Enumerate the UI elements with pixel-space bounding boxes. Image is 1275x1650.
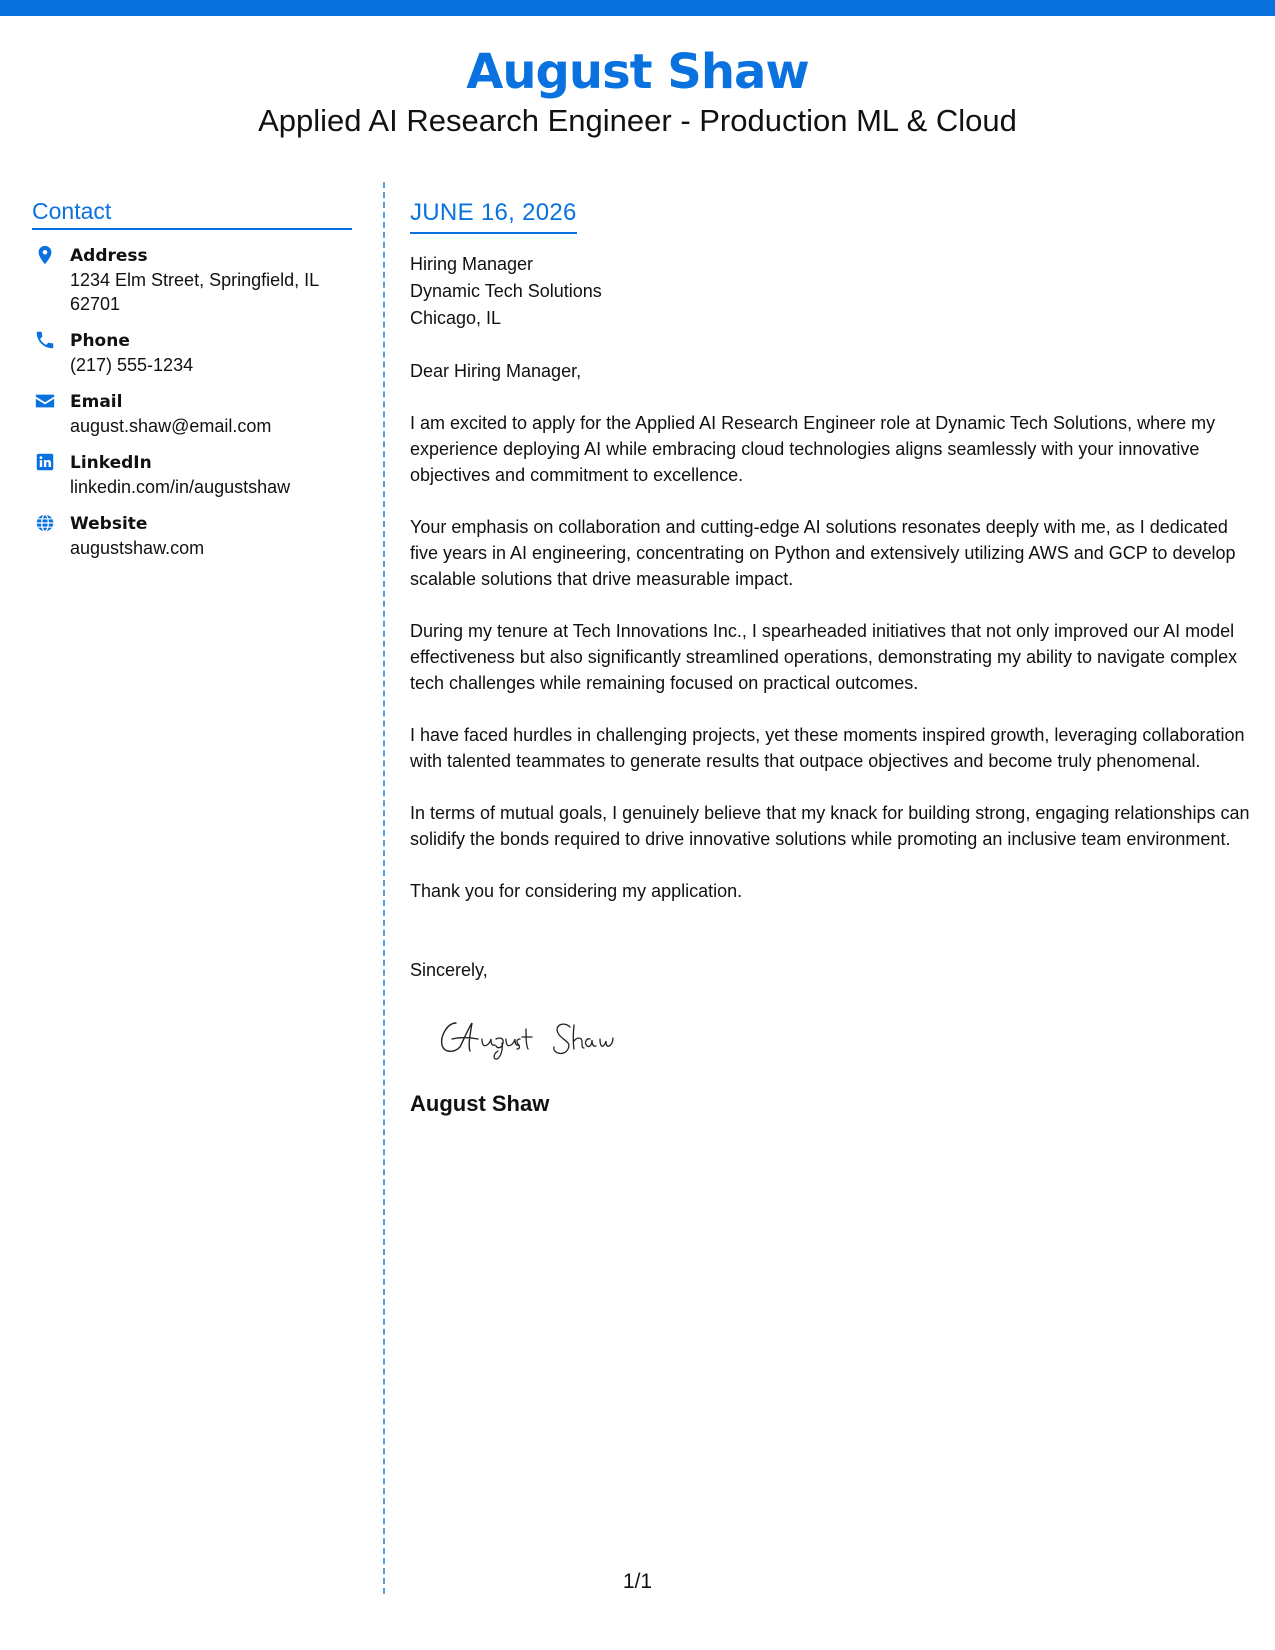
signer-name: August Shaw bbox=[410, 1091, 550, 1116]
recipient-line: Dynamic Tech Solutions bbox=[410, 281, 602, 301]
recipient-line: Hiring Manager bbox=[410, 254, 534, 274]
website-label: Website bbox=[70, 514, 148, 534]
address-label: Address bbox=[70, 246, 148, 266]
letter-body bbox=[410, 196, 1250, 1118]
email-label: Email bbox=[70, 392, 123, 412]
contact-email bbox=[32, 390, 352, 438]
body-paragraph: Your emphasis on collaboration and cutting-edge AI solutions resonates deeply with me, as I dedicated five years in AI engineering, concentrating on Python and extensively utilizing AWS and GCP to develop scalable solutions that drive measurable impact. bbox=[410, 517, 1236, 589]
greeting: Dear Hiring Manager, bbox=[410, 361, 582, 381]
body-paragraph: I am excited to apply for the Applied AI Research Engineer role at Dynamic Tech Solutions, where my experience deploying AI while embracing cloud technologies aligns seamlessly with your innovative objectives and commitment to excellence. bbox=[410, 413, 1216, 485]
map-pin-icon bbox=[34, 244, 56, 266]
phone-icon bbox=[34, 329, 56, 351]
globe-icon bbox=[34, 512, 56, 534]
contact-section-title: Contact bbox=[32, 196, 352, 230]
contact-phone bbox=[32, 329, 352, 377]
letter-date: JUNE 16, 2026 bbox=[410, 196, 577, 234]
address-value: 1234 Elm Street, Springfield, IL 62701 bbox=[70, 270, 319, 314]
recipient-block bbox=[410, 251, 1250, 332]
body-paragraph: Thank you for considering my application. bbox=[410, 881, 743, 901]
body-paragraph: In terms of mutual goals, I genuinely believe that my knack for building strong, engaging relationships can solidify the bonds required to drive innovative solutions while promoting an inclusive team environment. bbox=[410, 803, 1250, 849]
handwritten-signature bbox=[434, 1009, 654, 1065]
job-title: Applied AI Research Engineer - Production ML & Cloud bbox=[258, 103, 1017, 138]
top-accent-bar bbox=[0, 0, 1275, 16]
contact-linkedin bbox=[32, 451, 352, 499]
email-value: august.shaw@email.com bbox=[70, 416, 272, 436]
body-paragraph: During my tenure at Tech Innovations Inc., I spearheaded initiatives that not only improved our AI model effectiveness but also significantly streamlined operations, demonstrating my ability to navigate complex tech challenges while remaining focused on practical outcomes. bbox=[410, 621, 1238, 693]
phone-label: Phone bbox=[70, 331, 130, 351]
header bbox=[0, 40, 1275, 140]
recipient-line: Chicago, IL bbox=[410, 308, 502, 328]
contact-sidebar bbox=[32, 196, 352, 573]
applicant-name: August Shaw bbox=[466, 44, 809, 100]
page-number: 1/1 bbox=[622, 1570, 653, 1593]
body-paragraph: I have faced hurdles in challenging projects, yet these moments inspired growth, leveraging collaboration with talented teammates to generate results that outpace objectives and become truly phenomenal. bbox=[410, 725, 1245, 771]
closing: Sincerely, bbox=[410, 960, 488, 980]
linkedin-icon bbox=[34, 451, 56, 473]
linkedin-label: LinkedIn bbox=[70, 453, 152, 473]
phone-value: (217) 555-1234 bbox=[70, 355, 194, 375]
contact-address bbox=[32, 244, 352, 316]
column-divider bbox=[383, 182, 385, 1594]
website-value: augustshaw.com bbox=[70, 538, 205, 558]
envelope-icon bbox=[34, 390, 56, 412]
contact-website bbox=[32, 512, 352, 560]
linkedin-value: linkedin.com/in/augustshaw bbox=[70, 477, 291, 497]
